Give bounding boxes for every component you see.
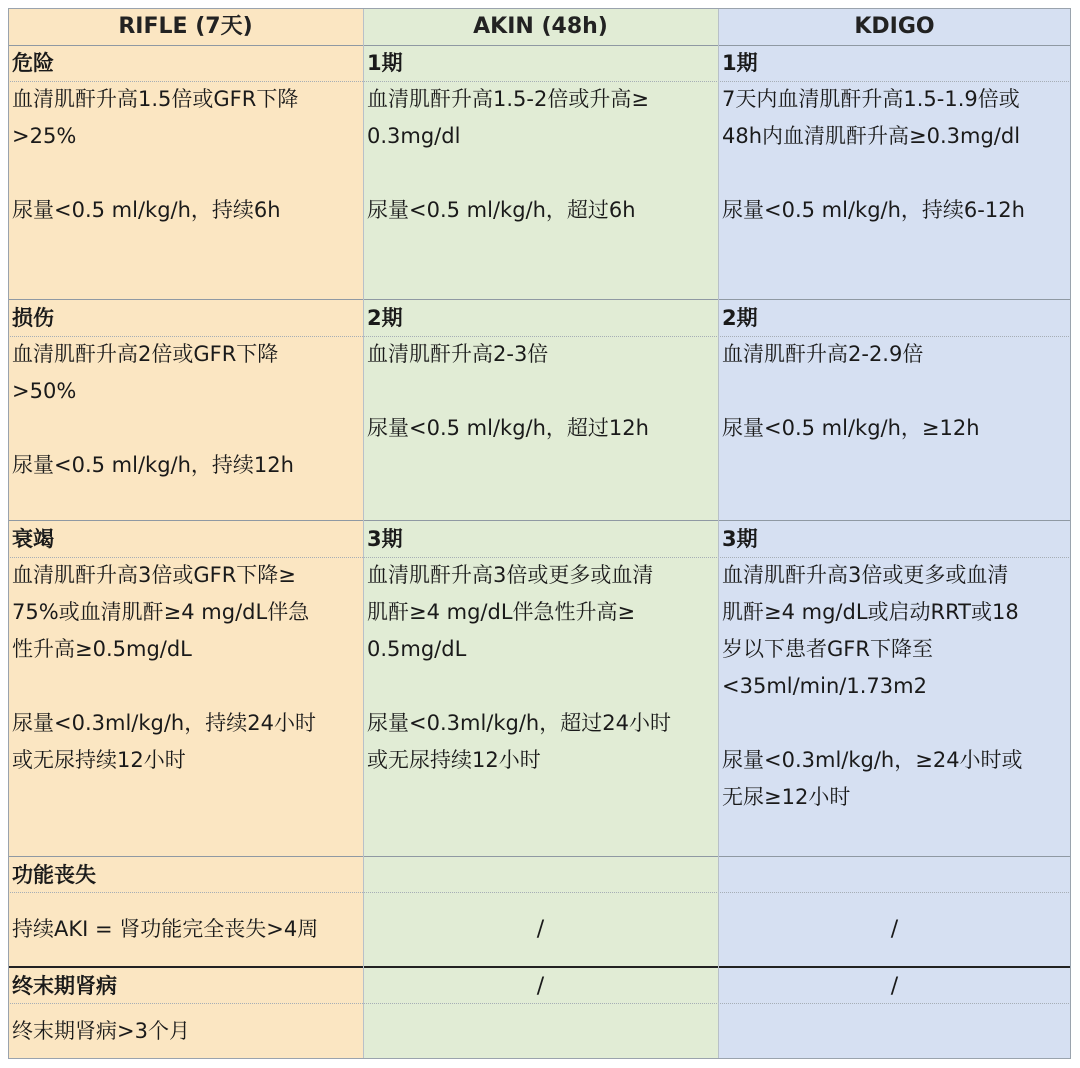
row-failure-akin-title: 3期 xyxy=(367,527,403,551)
header-rifle: RIFLE (7天) xyxy=(118,14,253,39)
row-loss-rifle-body: 持续AKI = 肾功能完全丧失>4周 xyxy=(12,917,319,941)
row-injury-rifle-title: 损伤 xyxy=(12,306,54,330)
row-risk-rifle-body: 血清肌酐升高1.5倍或GFR下降 >25% 尿量<0.5 ml/kg/h，持续6h xyxy=(12,87,299,222)
row-failure-rifle-title: 衰竭 xyxy=(12,527,54,551)
row-loss-kdigo-slash: / xyxy=(890,917,899,942)
row-failure-kdigo-title: 3期 xyxy=(722,527,758,551)
row-esrd-akin-slash: / xyxy=(536,974,545,999)
row-injury-kdigo-body: 血清肌酐升高2-2.9倍 尿量<0.5 ml/kg/h，≥12h xyxy=(722,342,980,440)
row-failure-akin-body: 血清肌酐升高3倍或更多或血清 肌酐≥4 mg/dL伴急性升高≥ 0.5mg/dL 尿量<0.3ml/kg/h，超过24小时 或无尿持续12小时 xyxy=(367,563,671,772)
row-risk-akin-title: 1期 xyxy=(367,51,403,75)
row-failure-kdigo-body: 血清肌酐升高3倍或更多或血清 肌酐≥4 mg/dL或启动RRT或18 岁以下患者GFR下降至 <35ml/min/1.73m2 尿量<0.3ml/kg/h，≥24小时或 无尿≥12小时 xyxy=(722,563,1023,809)
row-loss-rifle-title: 功能丧失 xyxy=(12,863,96,887)
row-esrd-kdigo-slash: / xyxy=(890,974,899,999)
row-loss-akin-slash: / xyxy=(536,917,545,942)
row-risk-kdigo-body: 7天内血清肌酐升高1.5-1.9倍或 48h内血清肌酐升高≥0.3mg/dl 尿量<0.5 ml/kg/h，持续6-12h xyxy=(722,87,1025,222)
row-risk-akin-body: 血清肌酐升高1.5-2倍或升高≥ 0.3mg/dl 尿量<0.5 ml/kg/h，超过6h xyxy=(367,87,649,222)
row-injury-akin-title: 2期 xyxy=(367,306,403,330)
row-esrd-rifle-body: 终末期肾病>3个月 xyxy=(12,1019,190,1043)
row-failure-rifle-body: 血清肌酐升高3倍或GFR下降≥ 75%或血清肌酐≥4 mg/dL伴急 性升高≥0.5mg/dL 尿量<0.3ml/kg/h，持续24小时 或无尿持续12小时 xyxy=(12,563,316,772)
row-injury-kdigo-title: 2期 xyxy=(722,306,758,330)
row-esrd-rifle-title: 终末期肾病 xyxy=(12,974,117,998)
table-border xyxy=(8,8,1071,1059)
row-risk-kdigo-title: 1期 xyxy=(722,51,758,75)
header-kdigo: KDIGO xyxy=(854,14,935,39)
aki-criteria-table xyxy=(8,8,1071,1059)
row-injury-rifle-body: 血清肌酐升高2倍或GFR下降 >50% 尿量<0.5 ml/kg/h，持续12h xyxy=(12,342,294,477)
header-akin: AKIN (48h) xyxy=(473,14,608,39)
row-injury-akin-body: 血清肌酐升高2-3倍 尿量<0.5 ml/kg/h，超过12h xyxy=(367,342,649,440)
row-risk-rifle-title: 危险 xyxy=(12,51,54,75)
